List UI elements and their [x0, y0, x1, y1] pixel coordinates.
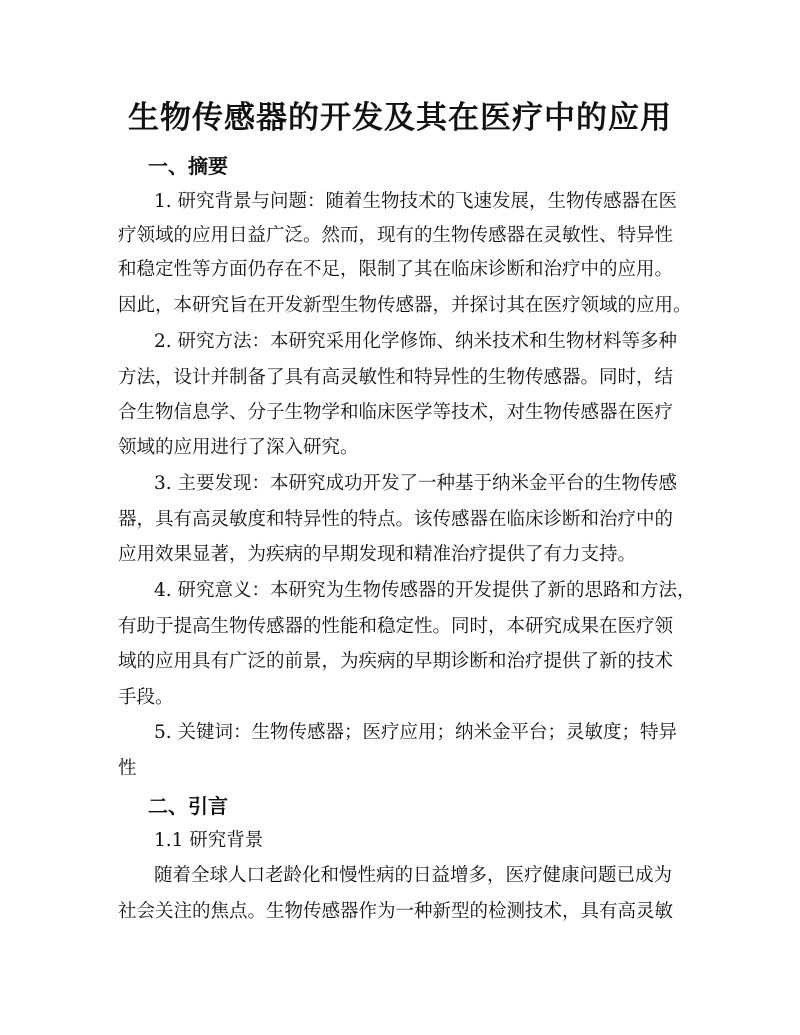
abstract-line: 有助于提高生物传感器的性能和稳定性。同时，本研究成果在医疗领 — [118, 616, 674, 637]
abstract-line: 域的应用具有广泛的前景，为疾病的早期诊断和治疗提供了新的技术 — [118, 651, 674, 672]
abstract-line: 方法，设计并制备了具有高灵敏性和特异性的生物传感器。同时，结 — [118, 367, 674, 388]
subsection-heading: 1.1 研究背景 — [154, 830, 264, 851]
introduction-line: 随着全球人口老龄化和慢性病的日益增多，医疗健康问题已成为 — [154, 865, 673, 886]
abstract-line: 5. 关键词：生物传感器；医疗应用；纳米金平台；灵敏度；特异 — [154, 722, 678, 743]
abstract-line: 因此，本研究旨在开发新型生物传感器，并探讨其在医疗领域的应用。 — [118, 295, 692, 316]
abstract-line: 合生物信息学、分子生物学和临床医学等技术，对生物传感器在医疗 — [118, 402, 674, 423]
abstract-line: 4. 研究意义：本研究为生物传感器的开发提供了新的思路和方法， — [154, 580, 696, 601]
abstract-line: 2. 研究方法：本研究采用化学修饰、纳米技术和生物材料等多种 — [154, 331, 678, 352]
document-title: 生物传感器的开发及其在医疗中的应用 — [128, 100, 672, 136]
abstract-heading: 一、摘要 — [148, 154, 228, 178]
abstract-line: 性 — [118, 758, 137, 779]
abstract-line: 领域的应用进行了深入研究。 — [118, 437, 359, 458]
introduction-heading: 二、引言 — [148, 794, 228, 818]
abstract-line: 应用效果显著，为疾病的早期发现和精准治疗提供了有力支持。 — [118, 544, 637, 565]
abstract-line: 手段。 — [118, 687, 174, 708]
abstract-line: 和稳定性等方面仍存在不足，限制了其在临床诊断和治疗中的应用。 — [118, 259, 674, 280]
abstract-line: 疗领域的应用日益广泛。然而，现有的生物传感器在灵敏性、特异性 — [118, 225, 674, 246]
abstract-line: 器，具有高灵敏度和特异性的特点。该传感器在临床诊断和治疗中的 — [118, 509, 674, 530]
abstract-line: 3. 主要发现：本研究成功开发了一种基于纳米金平台的生物传感 — [154, 473, 678, 494]
abstract-line: 1. 研究背景与问题：随着生物技术的飞速发展，生物传感器在医 — [154, 191, 678, 212]
introduction-line: 社会关注的焦点。生物传感器作为一种新型的检测技术，具有高灵敏 — [118, 901, 674, 922]
